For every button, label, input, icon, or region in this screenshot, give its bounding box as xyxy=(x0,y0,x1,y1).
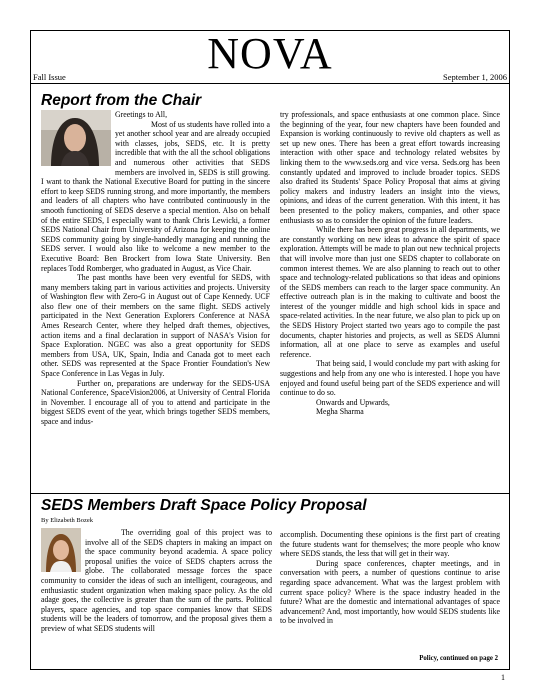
chair-signoff: Onwards and Upwards, xyxy=(316,397,390,407)
chair-paragraph: While there has been great progress in all departments, we are constantly working on new ideas to advance the spirit of space exploration. Attempts will be made to plan out new technical projects that will involve more than just one SEDS chapter to collaborate on common interest themes. We are also planning to reach out to other space and technology-related publications so that ideas and opinions of the SEDS members can reach to the larger space community. An effective outreach plan is in the making to cultivate and boost the interest of the younger middle and high school kids in space and space-related activities. In the near future, we also plan to pick up on the SEDS History Project started two years ago to compile the past documents, chapter histories and projects, as well as SEDS Alumni information, all at one place to serve as examples and useful reference. xyxy=(280,225,500,359)
chair-report-column-left xyxy=(41,110,270,427)
policy-paragraph: accomplish. Documenting these opinions is the first part of creating the future students want for themselves; the more people who know where SEDS stands, the less that will get in their way. xyxy=(280,530,500,559)
page-number: 1 xyxy=(501,673,505,682)
section-divider xyxy=(30,493,510,494)
chair-paragraph: Most of us students have rolled into a yet another school year and are already occupied with classes, jobs, SEDS, etc. It is pretty incredible that with the all the school obligations and numerous other activities that SEDS members are involved in, SEDS is still growing. I want to thank the National Executive Board for putting in the sincere effort to keep SEDS running strong, and more importantly, the members and leaders of all chapters who have contributed continuously in the smooth functioning of SEDS deserve a special mention. Also on behalf of the entire SEDS, I especially want to thank Chris Lewicki, a former SEDS National Chair from University of Arizona for keeping the online SEDS community going by single-handedly managing and running the SEDS server. I would also like to welcome a new member to the Executive Board: Ben Brockert from Iowa State University. Ben replaces Todd Romberger, who graduated in August, as Vice Chair. xyxy=(41,119,270,273)
chair-paragraph: try professionals, and space enthusiasts at one common place. Since the beginning of the year, four new chapters have been founded and Expansion is working continuously to revive old chapters as well as set up new ones. There has been a great effort towards increasing interaction with other space and technology related websites by linking them to the www.seds.org and vice versa. Seds.org has been constantly updated and improved to include broader topics. SEDS also drafted its Students' Space Policy Proposal that aims at giving policy makers and industry leaders an insight into the views, opinions, and ideas of the current generation. With this intent, it has been presented to the policy makers, companies, and other space enthusiasts so as to consider the opinion of the future leaders. xyxy=(280,110,500,225)
chair-paragraph: The past months have been very eventful for SEDS, with many members taking part in various activities and projects. University of Washington flew with Zero-G in August out of Cape Kennedy. UCF also flew one of their members on the same flight. SEDS actively participated in the Next Generation Explorers Conference at NASA Ames Research Center, where they helped draft themes, objectives, action items and a final declaration in support of NASA's Vision for Space Exploration. NGEC was also a great opportunity for SEDS members from USA, UK, Spain, India and Canada got to meet each other. SEDS was represented at the Space Frontier Foundation's New Space Conference in Las Vegas in July. xyxy=(41,273,270,379)
issue-date: September 1, 2006 xyxy=(443,72,507,82)
chair-report-column-right xyxy=(280,110,500,417)
issue-label: Fall Issue xyxy=(33,72,66,82)
chair-portrait-photo xyxy=(41,110,111,166)
policy-paragraph: During space conferences, chapter meetings, and in conversation with peers, a number of questions continue to arise regarding space advancement. What was the largest problem with current space policy? Where is the space industry headed in the future? What are the domestic and international advantages of space advancement? And, most importantly, how would SEDS students like to be involved in xyxy=(280,558,500,626)
author-portrait-photo xyxy=(41,528,81,572)
article-title-space-policy: SEDS Members Draft Space Policy Proposal xyxy=(41,497,367,514)
policy-paragraph: The overriding goal of this project was to involve all of the SEDS chapters in making an impact on the space community beyond academia. A space policy proposal unifies the voice of SEDS chapters across the globe. The collaborated message forces the space community to consider the ideas of such an intelligent, courageous, and enthusiastic student organization when making space policy. As the old adage goes, the collective is greater than the sum of the parts. Political players, space agencies, and top space companies know that SEDS students will be the leaders of tomorrow, and the proposal gives them a preview of what SEDS students will xyxy=(41,528,272,633)
chair-greeting: Greetings to All, xyxy=(115,110,168,119)
article-byline: By Elizabeth Bozek xyxy=(41,517,93,524)
chair-paragraph: That being said, I would conclude my part with asking for suggestions and help from any one who is interested. I hope you have enjoyed and found useful being part of the SEDS experience and will continue to do so. xyxy=(280,359,500,398)
chair-paragraph: Further on, preparations are underway for the SEDS-USA National Conference, SpaceVision2006, at University of Central Florida in November. I encourage all of you to attend and participate in the biggest SEDS event of the year, which brings together SEDS members, space and indus- xyxy=(41,378,270,426)
continued-notice: Policy, continued on page 2 xyxy=(419,655,498,662)
newsletter-title: NOVA xyxy=(207,29,333,78)
chair-signature: Megha Sharma xyxy=(316,407,364,417)
article-title-chair-report: Report from the Chair xyxy=(41,92,202,109)
masthead-rule xyxy=(30,83,510,84)
policy-column-left xyxy=(41,528,272,634)
policy-column-right xyxy=(280,530,500,626)
